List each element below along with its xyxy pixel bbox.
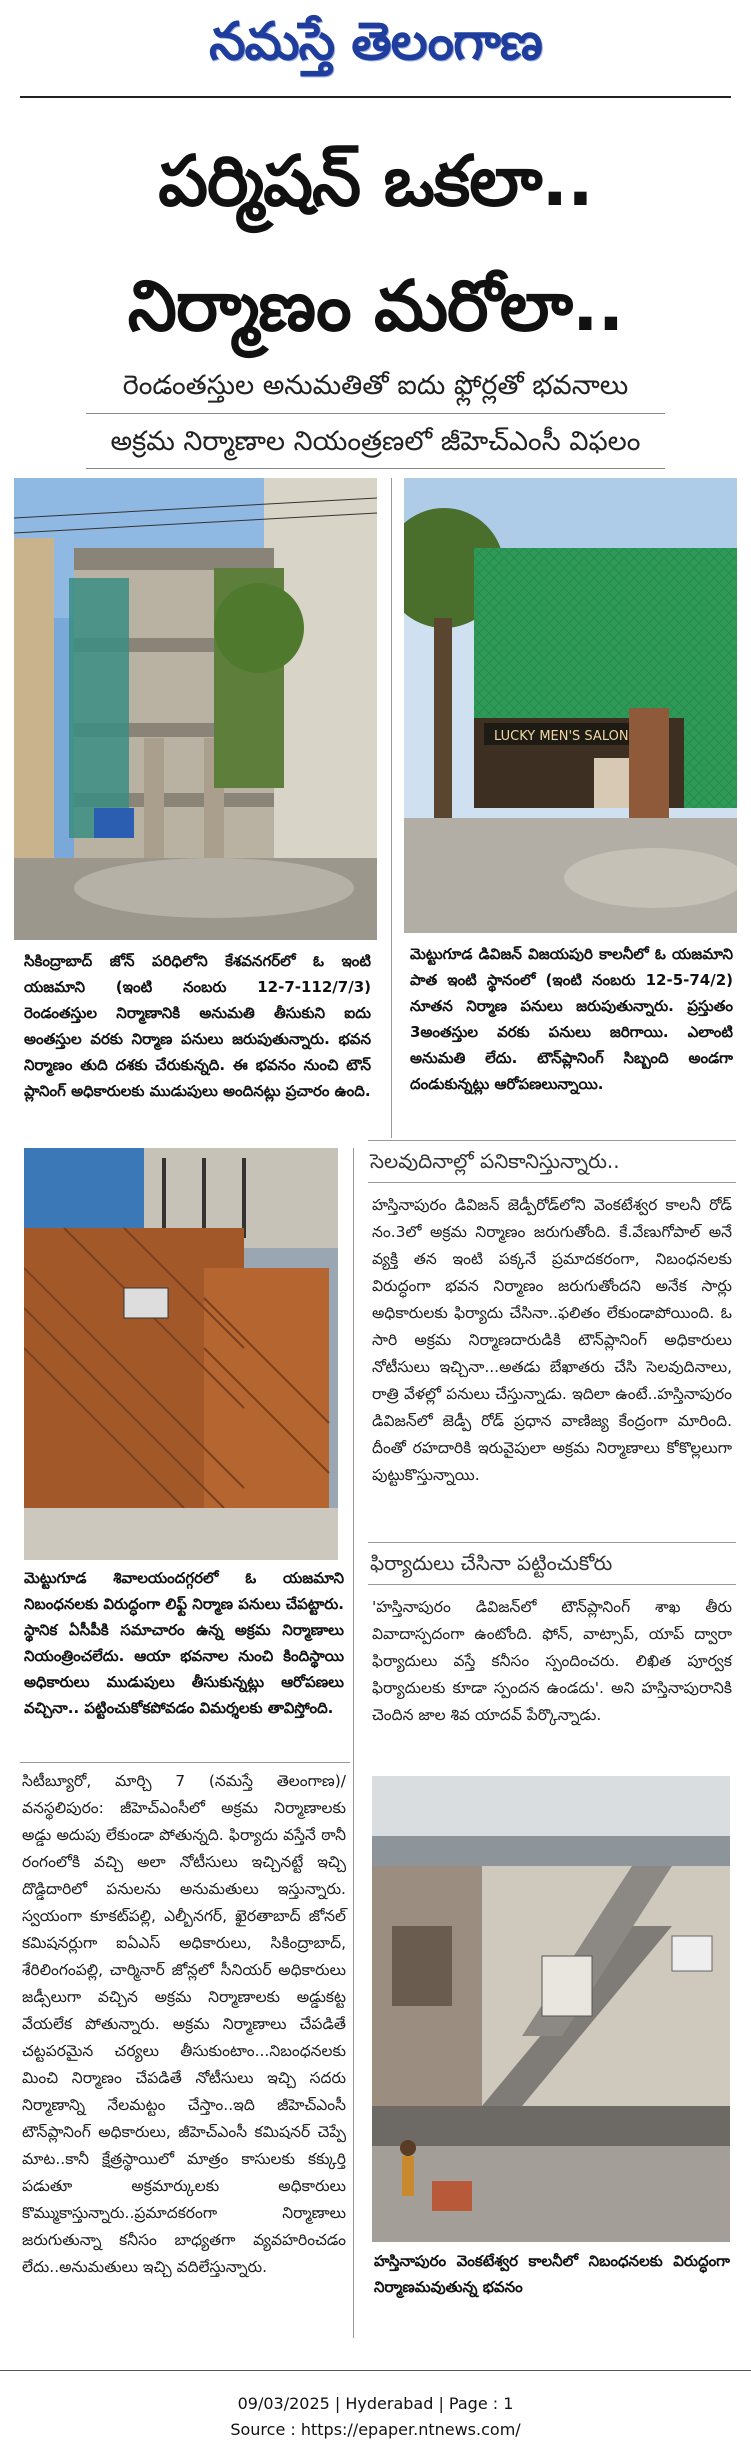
section-2-heading: ఫిర్యాదులు చేసినా పట్టించుకోరు [370, 1551, 613, 1575]
photo-vijayapuri-building [404, 478, 737, 933]
section-1-body: హస్తినాపురం డివిజన్ జెడ్పీరోడ్‌లోని వెంకటేశ్వర కాలనీ రోడ్ నం.3లో అక్రమ నిర్మాణం జరుగుతోంది. కే.వేణుగోపాల్ అనే వ్యక్తి తన ఇంటి పక్కనే ప్రమాదకరంగా, నిబంధనలకు విరుద్ధంగా భవన నిర్మాణం జరుగుతోందని అనేక సార్లు అధికారులకు ఫిర్యాదు చేసినా..ఫలితం లేకుండాపోయింది. ఓ సారి అక్రమ నిర్మాణదారుడికి టౌన్‌ప్లానింగ్ అధికారులు నోటీసులు ఇచ్చినా...అతడు బేఖాతరు చేసి సెలవుదినాలు, రాత్రి వేళల్లో పనులు చేస్తున్నాడు. ఇదిలా ఉంటే..హస్తినాపురం డివిజన్‌లో జెడ్పీ రోడ్ ప్రధాన వాణిజ్య కేంద్రంగా మారింది. దీంతో రహదారికి ఇరువైపులా అక్రమ నిర్మాణాలు కోకొల్లలుగా పుట్టుకొస్తున్నాయి. [372, 1196, 732, 1484]
photo-2-caption: మెట్టుగూడ డివిజన్ విజయపురి కాలనీలో ఓ యజమాని పాత ఇంటి స్థానంలో (ఇంటి నంబరు 12-5-74/2) నూతన నిర్మాణ పనులు జరుపుతున్నారు. ప్రస్తుతం 3అంతస్తుల వరకు పనులు జరిగాయి. ఎలాంటి అనుమతి లేదు. టౌన్‌ప్లానింగ్ సిబ్బంది అండగా దండుకున్నట్లు ఆరోపణలున్నాయి. [410, 945, 733, 1093]
photo-metuguda-gate [24, 1148, 338, 1560]
photo-4-caption: హస్తినాపురం వెంకటేశ్వర కాలనీలో నిబంధనలకు విరుద్ధంగా నిర్మాణమవుతున్న భవనం [374, 2252, 730, 2296]
photo-3-caption: మెట్టుగూడ శివాలయందగ్గరలో ఓ యజమాని నిబంధనలకు విరుద్ధంగా లిఫ్ట్ నిర్మాణ పనులు చేపట్టారు. స్థానిక ఏసీపీకి సమాచారం ఉన్న అక్రమ నిర్మాణాలు నియంత్రించలేదు. ఆయా భవనాల నుంచి కిందిస్థాయి అధికారులు ముడుపులు తీసుకున్నట్లు ఆరోపణలు వచ్చినా.. పట్టించుకోకపోవడం విమర్శలకు తావిస్తోంది. [24, 1569, 344, 1717]
newspaper-name: నమస్తే తెలంగాణ [209, 12, 542, 72]
photo-1-caption: సికింద్రాబాద్ జోన్ పరిధిలోని కేశవనగర్‌లో ఓ ఇంటి యజమాని (ఇంటి నంబరు 12-7-112/7/3) రెండంతస్తుల నిర్మాణానికి అనుమతి తీసుకుని ఐదు అంతస్తుల వరకు నిర్మాణ పనులు జరుపుతున్నారు. భవన నిర్మాణం తుది దశకు చేరుకున్నది. ఈ భవనం నుంచి టౌన్ ప్లానింగ్ అధికారులకు ముడుపులు అందినట్లు ప్రచారం ఉంది. [24, 952, 371, 1100]
section-rule [368, 1542, 736, 1543]
section-1-heading: సెలవుదినాల్లో పనికానిస్తున్నారు.. [370, 1149, 620, 1173]
section-rule [368, 1140, 736, 1141]
section-rule [368, 1182, 736, 1183]
headline-line-1: పర్మిషన్ ఒకలా.. [158, 140, 593, 222]
photo-hasthinapuram-building [372, 1776, 730, 2242]
column-divider [353, 1148, 354, 2338]
footer-rule [0, 2370, 751, 2371]
salon-sign: LUCKY MEN'S SALON [494, 729, 629, 744]
deck-divider [86, 413, 665, 414]
headline-line-2: నిర్మాణం మరోలా.. [127, 265, 624, 347]
main-story-body: సిటీబ్యూరో, మార్చి 7 (నమస్తే తెలంగాణ)/వనస్థలిపురం: జీహెచ్ఎంసీలో అక్రమ నిర్మాణాలకు అడ్డు అదుపు లేకుండా పోతున్నది. ఫిర్యాదు వస్తేనే ఠానీ రంగంలోకి వచ్చి అలా నోటీసులు ఇచ్చినట్టే ఇచ్చి దొడ్డిదారిలో పనులను అనుమతులు ఇస్తున్నారు. స్వయంగా కూకట్‌పల్లి, ఎల్బీనగర్, ఖైరతాబాద్ జోనల్ కమిషనర్లుగా ఐఏఎస్ అధికారులు, సికింద్రాబాద్, శేరిలింగంపల్లి, చార్మినార్ జోన్లలో సీనియర్ అధికారులు జడ్సీలుగా వచ్చిన అక్రమ నిర్మాణాలకు అడ్డుకట్ట వేయలేక పోతున్నారు. అక్రమ నిర్మాణాలు చేపడితే చట్టపరమైన చర్యలు తీసుకుంటాం...నిబంధనలకు మించి నిర్మాణం చేపడితే నోటీసులు ఇచ్చి సదరు నిర్మాణాన్ని నేలమట్టం చేస్తాం..ఇది జీహెచ్ఎంసీ టౌన్‌ప్లానింగ్ అధికారులు, జీహెచ్ఎంసీ కమిషనర్ చెప్పే మాట..కానీ క్షేత్రస్థాయిలో మాత్రం కాసులకు కక్కుర్తి పడుతూ అక్రమార్కులకు అధికారులు కొమ్ముకాస్తున్నారు..ప్రమాదకరంగా నిర్మాణాలు జరుగుతున్నా కనీసం బాధ్యతగా వ్యవహరించడం లేదు..అనుమతులు ఇచ్చి వదిలేస్తున్నారు. [22, 1772, 346, 2276]
section-rule [368, 1584, 736, 1585]
footer-source: Source : https://epaper.ntnews.com/ [230, 2420, 521, 2439]
deck-1: రెండంతస్తుల అనుమతితో ఐదు ఫ్లోర్లతో భవనాలు [122, 370, 629, 401]
deck-divider [86, 468, 665, 469]
section-2-body: 'హస్తినాపురం డివిజన్‌లో టౌన్‌ప్లానింగ్ శాఖ తీరు వివాదాస్పదంగా ఉంటోంది. ఫోన్, వాట్సాప్, యాప్ ద్వారా ఫిర్యాదులు వస్తే కనీసం స్పందించరు. లిఖిత పూర్వక ఫిర్యాదులకు కూడా స్పందన ఉండదు'. అని హస్తినాపురానికి చెందిన జాల శివ యాదవ్ పేర్కొన్నాడు. [372, 1598, 732, 1724]
section-rule [20, 1762, 350, 1763]
masthead-rule [20, 96, 731, 98]
footer-dateline: 09/03/2025 | Hyderabad | Page : 1 [237, 2394, 514, 2413]
masthead [0, 0, 751, 90]
photo-keshavnagar-building [14, 478, 377, 940]
column-divider [391, 478, 392, 1138]
deck-2: అక్రమ నిర్మాణాల నియంత్రణలో జీహెచ్ఎంసీ విఫలం [110, 426, 641, 457]
